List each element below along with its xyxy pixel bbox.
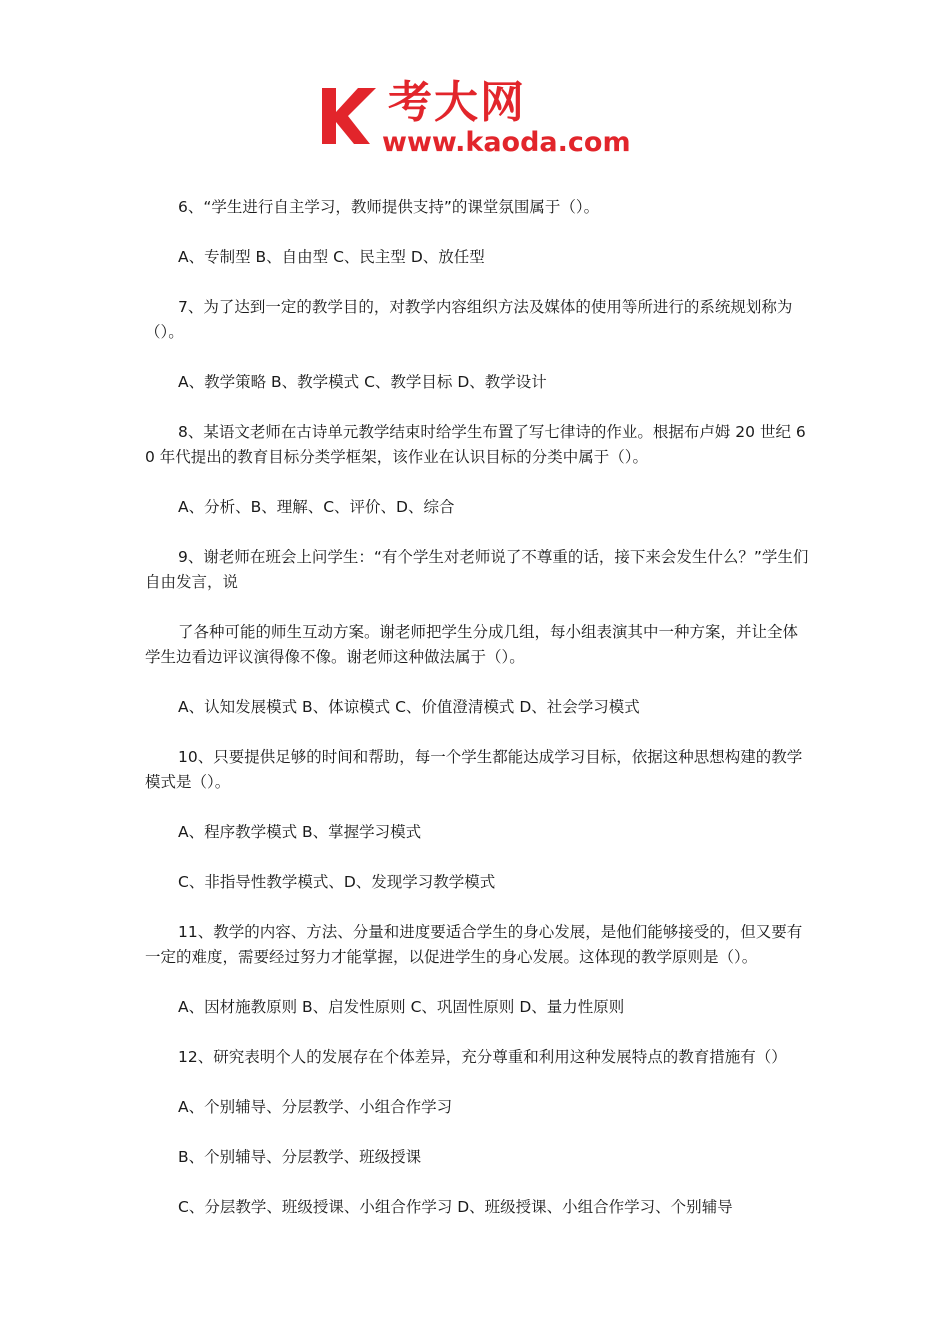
k-logo-icon <box>318 82 384 148</box>
question-11: 11、教学的内容、方法、分量和进度要适合学生的身心发展，是他们能够接受的，但又要有一定的难度，需要经过努力才能掌握，以促进学生的身心发展。这体现的教学原则是（）。 <box>145 923 803 966</box>
kaoda-logo <box>318 78 638 162</box>
question-8-options: A、分析、B、理解、C、评价、D、综合 <box>178 498 455 516</box>
question-12-option-a: A、个别辅导、分层教学、小组合作学习 <box>178 1098 453 1116</box>
question-10: 10、只要提供足够的时间和帮助，每一个学生都能达成学习目标，依据这种思想构建的教学模式是（）。 <box>145 748 803 791</box>
question-12-options-cd: C、分层教学、班级授课、小组合作学习 D、班级授课、小组合作学习、个别辅导 <box>178 1198 733 1216</box>
question-6-options: A、专制型 B、自由型 C、民主型 D、放任型 <box>178 248 485 266</box>
question-10-options-ab: A、程序教学模式 B、掌握学习模式 <box>178 823 422 841</box>
question-12: 12、研究表明个人的发展存在个体差异，充分尊重和利用这种发展特点的教育措施有（） <box>178 1048 787 1066</box>
question-8: 8、某语文老师在古诗单元教学结束时给学生布置了写七律诗的作业。根据布卢姆 20 世纪 60 年代提出的教育目标分类学框架，该作业在认识目标的分类中属于（）。 <box>145 423 806 466</box>
question-6: 6、“学生进行自主学习，教师提供支持”的课堂氛围属于（）。 <box>178 198 600 216</box>
question-11-options: A、因材施教原则 B、启发性原则 C、巩固性原则 D、量力性原则 <box>178 998 625 1016</box>
question-9-options: A、认知发展模式 B、体谅模式 C、价值澄清模式 D、社会学习模式 <box>178 698 640 716</box>
question-7-options: A、教学策略 B、教学模式 C、教学目标 D、教学设计 <box>178 373 547 391</box>
question-12-option-b: B、个别辅导、分层教学、班级授课 <box>178 1148 422 1166</box>
brand-url: www.kaoda.com <box>382 127 631 158</box>
question-7: 7、为了达到一定的教学目的，对教学内容组织方法及媒体的使用等所进行的系统规划称为（）。 <box>145 298 793 341</box>
document-body <box>145 195 810 1220</box>
question-9-part-1: 9、谢老师在班会上问学生：“有个学生对老师说了不尊重的话，接下来会发生什么？”学生们自由发言，说 <box>145 548 809 591</box>
question-10-options-cd: C、非指导性教学模式、D、发现学习教学模式 <box>178 873 496 891</box>
brand-name: 考大网 <box>388 77 526 128</box>
question-9-part-2: 了各种可能的师生互动方案。谢老师把学生分成几组，每小组表演其中一种方案，并让全体学生边看边评议演得像不像。谢老师这种做法属于（）。 <box>145 623 799 666</box>
